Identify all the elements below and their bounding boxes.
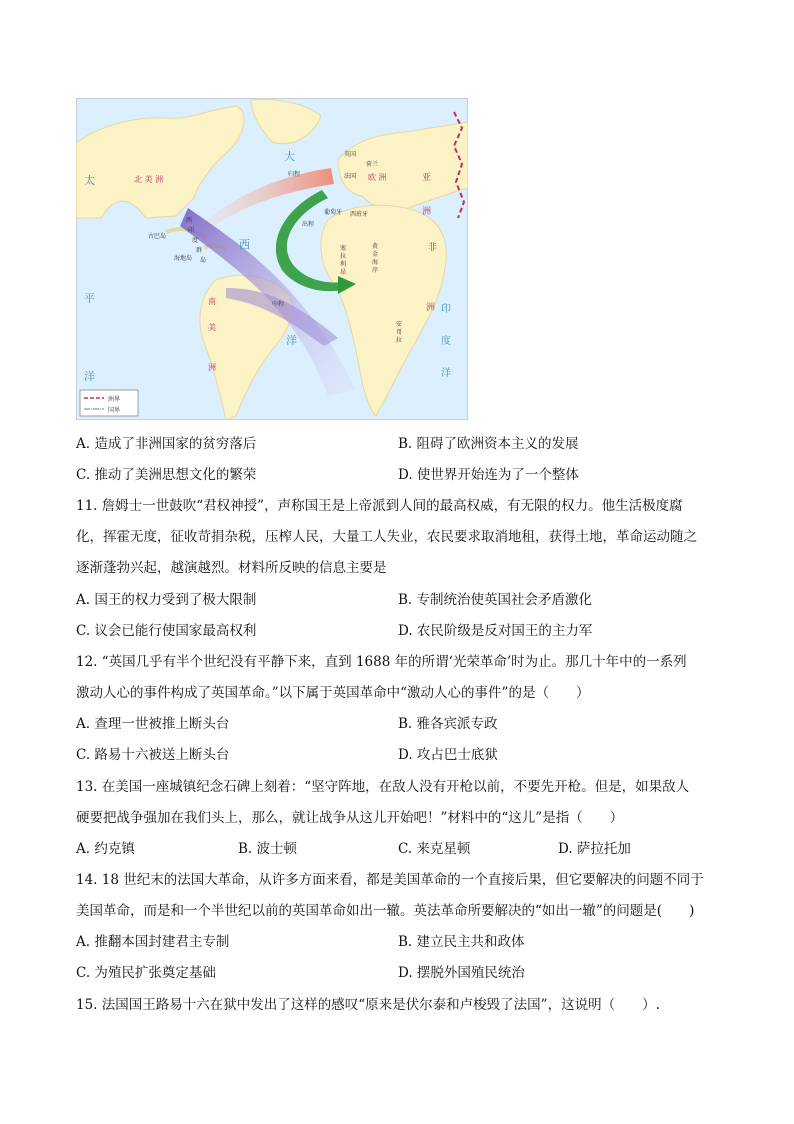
q10-option-b: B. 阻碍了欧洲资本主义的发展 [398,436,579,452]
q13-option-c: C. 来克星顿 [398,841,471,857]
label-atlantic-2: 西 [239,238,250,251]
q11-option-c: C. 议会已能行使国家最高权利 [76,623,257,639]
label-west-indies-5: 岛 [200,257,207,264]
label-west-indies-2: 印 [188,227,195,234]
legend-continent-label: 洲界 [108,396,121,403]
label-atlantic-1: 大 [284,150,295,163]
label-asia-2: 洲 [422,207,432,217]
label-sierra-leone-3: 利 [340,261,347,268]
label-angola-3: 拉 [396,337,403,344]
q13-option-a: A. 约克镇 [76,841,135,857]
q10-option-a: A. 造成了非洲国家的贫穷落后 [76,436,257,452]
label-angola-1: 安 [396,321,403,328]
label-gold-coast-1: 黄 [372,243,379,250]
q11-stem-line-2: 化，挥霍无度，征收苛捐杂税，压榨人民，大量工人失业，农民要求取消地租，获得土地，革命运动随之 [76,529,697,545]
q13-stem-line-1: 13. 在美国一座城镇纪念石碑上刻着：“坚守阵地，在敌人没有开枪以前，不要先开枪。但是，如果敌人 [76,779,690,795]
q14-stem-line-2: 美国革命，而是和一个半世纪以前的英国革命如出一辙。英法革命所要解决的“如出一辙”的问题是( ) [76,903,695,919]
label-south-america-2: 美 [208,323,216,332]
label-portugal: 葡萄牙 [324,209,343,216]
label-angola-2: 哥 [396,329,403,336]
label-pacific-3: 洋 [84,370,95,383]
q13-stem-line-2: 硬要把战争强加在我们头上，那么，就让战争从这儿开始吧！”材料中的“这儿”是指（ ） [76,810,624,826]
q11-option-d: D. 农民阶级是反对国王的主力军 [398,623,593,639]
label-west-indies-3: 度 [192,237,199,244]
label-outbound-route: 出程 [302,221,315,228]
triangular-trade-map [76,98,468,420]
label-west-indies-1: 西 [186,217,193,224]
label-south-america-1: 南 [208,297,216,306]
q14-stem-line-1: 14. 18 世纪末的法国大革命，从许多方面来看，都是美国革命的一个直接后果，但它要解决的问题不同于 [76,872,704,888]
q10-option-d: D. 使世界开始连为了一个整体 [398,467,579,483]
label-haiti: 海地岛 [174,255,193,262]
q12-stem-line-1: 12. “英国几乎有半个世纪没有平静下来，直到 1688 年的所谓‘光荣革命’时为止。那几十年中的一系列 [76,654,687,670]
label-france: 法国 [344,173,357,180]
q12-option-a: A. 查理一世被推上断头台 [76,716,230,732]
label-middle-route: 中程 [272,301,285,308]
legend-national-label: 国界 [108,407,121,414]
label-return-route: 归程 [288,171,301,178]
q14-option-d: D. 摆脱外国殖民统治 [398,965,525,981]
label-africa-1: 非 [428,243,438,253]
q12-option-d: D. 攻占巴士底狱 [398,747,498,763]
q10-option-c: C. 推动了美洲思想文化的繁荣 [76,467,257,483]
label-gold-coast-2: 金 [372,251,379,258]
label-pacific-1: 太 [84,174,95,187]
q12-option-b: B. 雅各宾派专政 [398,716,498,732]
q11-option-a: A. 国王的权力受到了极大限制 [76,592,257,608]
q11-option-b: B. 专制统治使英国社会矛盾激化 [398,592,593,608]
label-sierra-leone-1: 塞 [340,245,347,252]
label-atlantic-3: 洋 [286,334,297,347]
label-north-america: 北 美 洲 [134,175,164,184]
label-indian-1: 印 [441,304,451,315]
q14-option-b: B. 建立民主共和政体 [398,934,525,950]
label-netherlands: 荷兰 [366,161,379,168]
q13-option-d: D. 萨拉托加 [558,841,631,857]
label-sierra-leone-4: 昂 [340,269,347,276]
label-indian-3: 洋 [441,368,451,379]
label-pacific-2: 平 [84,292,95,305]
label-spain: 西班牙 [350,211,369,218]
q12-option-c: C. 路易十六被送上断头台 [76,747,230,763]
label-south-america-3: 洲 [208,363,216,372]
q12-stem-line-2: 激动人心的事件构成了英国革命。”以下属于英国革命中“激动人心的事件”的是（ ） [76,685,590,701]
label-africa-2: 洲 [426,303,436,313]
label-indian-2: 度 [441,336,451,347]
label-britain: 英国 [344,151,357,158]
label-europe: 欧 洲 [368,173,387,182]
label-gold-coast-4: 岸 [372,267,379,274]
label-asia-1: 亚 [422,173,432,183]
q11-stem-line-3: 逐渐蓬勃兴起，越演越烈。材料所反映的信息主要是 [76,560,387,576]
label-west-indies-4: 群 [196,247,203,254]
q15-stem-line-1: 15. 法国国王路易十六在狱中发出了这样的感叹“原来是伏尔泰和卢梭毁了法国”，这说明（ ）. [76,997,660,1013]
q13-option-b: B. 波士顿 [238,841,298,857]
q14-option-a: A. 推翻本国封建君主专制 [76,934,230,950]
label-cuba: 古巴岛 [148,233,167,240]
map-svg [76,98,468,420]
label-sierra-leone-2: 拉 [340,253,347,260]
q11-stem-line-1: 11. 詹姆士一世鼓吹“君权神授”，声称国王是上帝派到人间的最高权威，有无限的权力。他生活极度腐 [76,498,683,514]
label-gold-coast-3: 海 [372,259,379,266]
q14-option-c: C. 为殖民扩张奠定基础 [76,965,216,981]
